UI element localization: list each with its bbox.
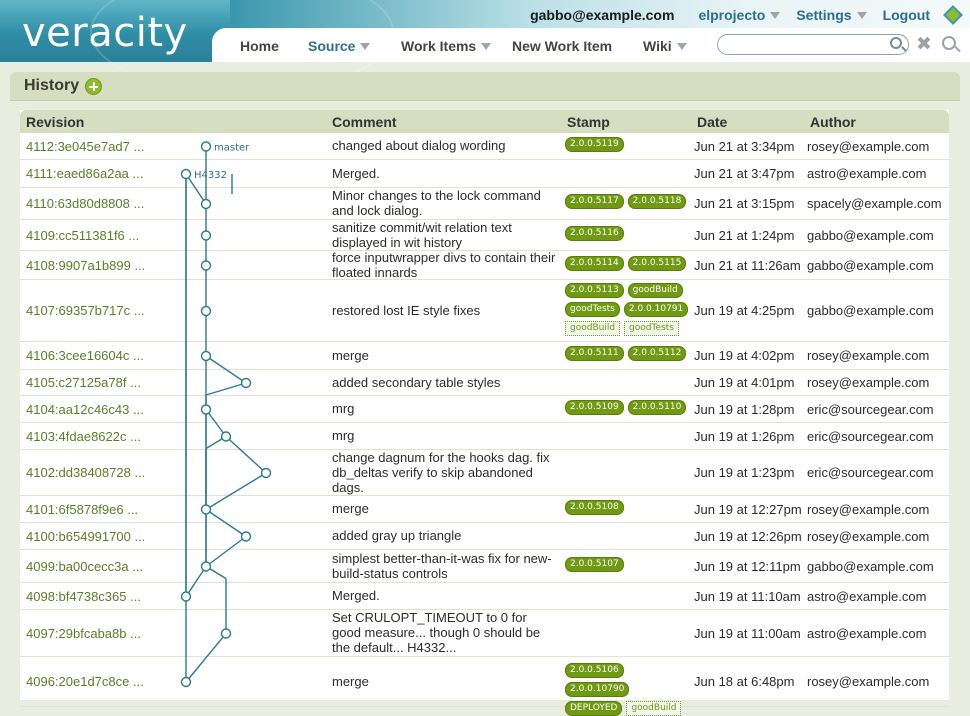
revision-link[interactable]: 4101:6f5878f9e6 ... bbox=[26, 501, 139, 517]
commit-author: eric@sourcegear.com bbox=[807, 401, 934, 417]
dag-node[interactable] bbox=[182, 170, 191, 179]
commit-date: Jun 21 at 1:24pm bbox=[694, 227, 795, 243]
nav-source[interactable] bbox=[308, 38, 370, 54]
stamp-badge[interactable]: 2.0.0.5108 bbox=[565, 500, 624, 515]
commit-author: eric@sourcegear.com bbox=[807, 465, 934, 480]
add-icon[interactable] bbox=[85, 78, 102, 95]
chevron-down-icon bbox=[857, 12, 867, 19]
branch-label: H4332 bbox=[194, 170, 227, 181]
stamp-badge[interactable]: 2.0.0.5110 bbox=[628, 400, 687, 415]
stamp-badge[interactable]: 2.0.0.10790 bbox=[565, 682, 629, 697]
commit-author: rosey@example.com bbox=[807, 138, 930, 154]
dag-node[interactable] bbox=[202, 142, 211, 151]
revision-link[interactable]: 4106:3cee16604c ... bbox=[26, 348, 144, 363]
revision-link[interactable]: 4100:b654991700 ... bbox=[26, 528, 146, 544]
advanced-search-icon[interactable] bbox=[942, 36, 956, 50]
commit-date: Jun 19 at 12:11pm bbox=[694, 558, 801, 574]
revision-link[interactable]: 4096:20e1d7c8ce ... bbox=[26, 674, 144, 689]
dag-edge bbox=[226, 437, 266, 474]
veracity-diamond-icon[interactable] bbox=[943, 5, 963, 25]
dag-node[interactable] bbox=[222, 432, 231, 441]
revision-link[interactable]: 4109:cc511381f6 ... bbox=[26, 227, 140, 243]
commit-date: Jun 19 at 1:23pm bbox=[694, 465, 795, 480]
stamp-badge[interactable]: goodBuild bbox=[628, 283, 683, 298]
nav-work-items-label: Work Items bbox=[401, 38, 477, 54]
stamp-badge[interactable]: 2.0.0.5116 bbox=[565, 226, 624, 241]
dag-edge bbox=[206, 473, 266, 510]
commit-comment: force inputwrapper divs to contain their floated innards bbox=[332, 249, 556, 280]
commit-date: Jun 19 at 4:01pm bbox=[694, 375, 795, 390]
history-dag-graph bbox=[20, 110, 320, 700]
commit-date: Jun 19 at 4:02pm bbox=[694, 348, 795, 363]
settings-menu[interactable] bbox=[796, 7, 866, 23]
commit-comment: Set CRULOPT_TIMEOUT to 0 for good measure... though 0 should be the default... H4332... bbox=[332, 610, 541, 655]
dag-node[interactable] bbox=[202, 200, 211, 209]
dag-node[interactable] bbox=[202, 352, 211, 361]
revision-link[interactable]: 4111:eaed86a2aa ... bbox=[26, 166, 144, 181]
commit-date: Jun 19 at 1:28pm bbox=[694, 401, 795, 417]
col-stamp[interactable]: Stamp bbox=[567, 114, 610, 130]
close-icon[interactable]: ✖ bbox=[916, 34, 932, 55]
commit-comment: added gray up triangle bbox=[332, 528, 462, 543]
revision-link[interactable]: 4098:bf4738c365 ... bbox=[26, 588, 141, 604]
dag-node[interactable] bbox=[182, 678, 191, 687]
stamp-list bbox=[565, 256, 690, 271]
commit-author: rosey@example.com bbox=[807, 348, 930, 363]
stamp-list bbox=[565, 346, 690, 361]
top-bar bbox=[530, 5, 970, 25]
commit-author: gabbo@example.com bbox=[807, 558, 934, 574]
stamp-list bbox=[565, 557, 690, 572]
col-date[interactable]: Date bbox=[697, 114, 728, 130]
dag-node[interactable] bbox=[242, 532, 251, 541]
commit-date: Jun 21 at 3:47pm bbox=[694, 166, 795, 181]
commit-date: Jun 19 at 11:00am bbox=[694, 625, 801, 641]
col-comment[interactable]: Comment bbox=[332, 114, 397, 130]
revision-link[interactable]: 4103:4fdae8622c ... bbox=[26, 428, 141, 444]
commit-comment: restored lost IE style fixes bbox=[332, 302, 481, 318]
dag-node[interactable] bbox=[242, 379, 251, 388]
commit-author: eric@sourcegear.com bbox=[807, 428, 934, 444]
commit-author: astro@example.com bbox=[807, 166, 927, 181]
dag-node[interactable] bbox=[182, 592, 191, 601]
dag-node[interactable] bbox=[202, 261, 211, 270]
logout-link[interactable]: Logout bbox=[882, 7, 930, 23]
logo-band bbox=[0, 0, 230, 62]
commit-comment: Minor changes to the lock command and lock dialog. bbox=[332, 188, 541, 218]
commit-date: Jun 18 at 6:48pm bbox=[694, 674, 795, 689]
dag-node[interactable] bbox=[222, 629, 231, 638]
commit-author: rosey@example.com bbox=[807, 674, 930, 689]
nav-home[interactable]: Home bbox=[240, 38, 279, 54]
commit-comment: mrg bbox=[332, 401, 355, 416]
stamp-list bbox=[565, 137, 690, 152]
dag-edge bbox=[206, 356, 246, 383]
search-field[interactable] bbox=[717, 34, 909, 55]
revision-link[interactable]: 4105:c27125a78f ... bbox=[26, 375, 141, 390]
commit-date: Jun 19 at 11:10am bbox=[694, 588, 801, 604]
stamp-badge[interactable]: 2.0.0.5114 bbox=[565, 256, 624, 271]
main-nav bbox=[212, 28, 970, 62]
dag-node[interactable] bbox=[202, 505, 211, 514]
revision-link[interactable]: 4108:9907a1b899 ... bbox=[26, 257, 146, 273]
commit-date: Jun 19 at 12:27pm bbox=[694, 501, 802, 517]
chevron-down-icon bbox=[481, 43, 491, 50]
commit-comment: merge bbox=[332, 673, 369, 689]
history-header bbox=[10, 72, 960, 101]
commit-date: Jun 19 at 4:25pm bbox=[694, 303, 795, 318]
stamp-badge[interactable]: 2.0.0.5119 bbox=[565, 137, 624, 152]
col-author[interactable]: Author bbox=[810, 114, 856, 130]
commit-author: rosey@example.com bbox=[807, 528, 930, 544]
commit-author: spacely@example.com bbox=[807, 196, 942, 211]
revision-link[interactable]: 4112:3e045e7ad7 ... bbox=[26, 138, 145, 154]
nav-new-work-item[interactable]: New Work Item bbox=[512, 38, 613, 54]
stamp-list bbox=[565, 663, 690, 716]
stamp-list bbox=[565, 400, 690, 415]
stamp-list bbox=[565, 226, 690, 241]
commit-date: Jun 21 at 3:15pm bbox=[694, 196, 795, 211]
stamp-badge[interactable]: 2.0.0.10791 bbox=[624, 302, 688, 317]
dag-node[interactable] bbox=[202, 405, 211, 414]
branch-label: master bbox=[214, 142, 250, 154]
commit-comment: mrg bbox=[332, 428, 355, 443]
stamp-badge[interactable]: goodTests bbox=[565, 302, 620, 317]
col-revision[interactable]: Revision bbox=[26, 114, 85, 130]
revision-link[interactable]: 4099:ba00cecc3a ... bbox=[26, 558, 144, 574]
dag-edge bbox=[206, 510, 246, 537]
dag-node[interactable] bbox=[262, 469, 271, 478]
dag-edge bbox=[206, 383, 246, 395]
commit-comment: added secondary table styles bbox=[332, 374, 501, 390]
revision-link[interactable]: 4107:69357b717c ... bbox=[26, 303, 145, 318]
commit-author: astro@example.com bbox=[807, 588, 927, 604]
stamp-badge[interactable]: goodBuild bbox=[626, 701, 681, 716]
revision-link[interactable]: 4110:63d80d8808 ... bbox=[26, 196, 145, 211]
stamp-badge[interactable]: 2.0.0.5115 bbox=[628, 256, 687, 271]
commit-author: astro@example.com bbox=[807, 625, 927, 641]
chevron-down-icon bbox=[770, 12, 780, 19]
commit-date: Jun 19 at 1:26pm bbox=[694, 428, 795, 444]
stamp-list bbox=[565, 283, 690, 336]
commit-author: gabbo@example.com bbox=[807, 303, 934, 318]
dag-edge bbox=[186, 567, 206, 597]
stamp-badge[interactable]: 2.0.0.5118 bbox=[628, 194, 687, 209]
page-title: History bbox=[24, 77, 80, 94]
dag-edge bbox=[186, 634, 226, 683]
commit-comment: changed about dialog wording bbox=[332, 138, 506, 153]
dag-node[interactable] bbox=[202, 307, 211, 316]
stamp-list bbox=[565, 194, 690, 209]
stamp-badge[interactable]: 2.0.0.5111 bbox=[565, 346, 624, 361]
stamp-badge[interactable]: 2.0.0.5113 bbox=[565, 283, 624, 298]
commit-comment: merge bbox=[332, 501, 369, 516]
stamp-badge[interactable]: 2.0.0.5106 bbox=[565, 663, 624, 678]
nav-work-items[interactable] bbox=[401, 38, 491, 54]
stamp-badge[interactable]: 2.0.0.5107 bbox=[565, 557, 624, 572]
dag-edge bbox=[206, 537, 246, 567]
nav-source-label: Source bbox=[308, 38, 356, 54]
chevron-down-icon bbox=[677, 43, 687, 50]
commit-date: Jun 21 at 3:34pm bbox=[694, 138, 795, 154]
commit-author: rosey@example.com bbox=[807, 501, 930, 517]
nav-wiki[interactable] bbox=[643, 38, 687, 54]
stamp-list bbox=[565, 500, 690, 515]
revision-link[interactable]: 4104:aa12c46c43 ... bbox=[26, 401, 144, 417]
commit-comment: merge bbox=[332, 347, 369, 363]
search-icon[interactable] bbox=[890, 37, 902, 49]
dag-node[interactable] bbox=[202, 231, 211, 240]
nav-wiki-label: Wiki bbox=[643, 38, 672, 54]
revision-link[interactable]: 4102:dd38408728 ... bbox=[26, 465, 146, 480]
commit-comment: Merged. bbox=[332, 588, 380, 603]
stamp-badge[interactable]: 2.0.0.5109 bbox=[565, 400, 624, 415]
revision-link[interactable]: 4097:29bfcaba8b ... bbox=[26, 625, 141, 641]
commit-comment: change dagnum for the hooks dag. fix db_deltas verify to skip abandoned dags. bbox=[332, 449, 550, 495]
commit-comment: sanitize commit/wit relation text displayed in wit history bbox=[332, 219, 512, 250]
commit-date: Jun 21 at 11:26am bbox=[694, 257, 801, 273]
stamp-badge[interactable]: 2.0.0.5112 bbox=[628, 346, 687, 361]
user-email: gabbo@example.com bbox=[530, 7, 675, 23]
stamp-badge[interactable]: 2.0.0.5117 bbox=[565, 194, 624, 209]
commit-author: gabbo@example.com bbox=[807, 227, 934, 243]
commit-comment: simplest better-than-it-was fix for new-build-status controls bbox=[332, 550, 552, 581]
project-label: elprojecto bbox=[698, 7, 766, 23]
commit-date: Jun 19 at 12:26pm bbox=[694, 528, 802, 544]
settings-label: Settings bbox=[796, 7, 852, 23]
stamp-badge[interactable]: DEPLOYED bbox=[565, 701, 622, 716]
commit-comment: Merged. bbox=[332, 165, 380, 181]
project-menu[interactable] bbox=[698, 7, 780, 23]
commit-author: gabbo@example.com bbox=[807, 257, 934, 273]
chevron-down-icon bbox=[360, 43, 370, 50]
dag-node[interactable] bbox=[202, 562, 211, 571]
history-table bbox=[20, 110, 949, 713]
stamp-badge[interactable]: goodTests bbox=[624, 321, 679, 336]
stamp-badge[interactable]: goodBuild bbox=[565, 321, 620, 336]
app-header bbox=[0, 0, 970, 62]
commit-author: rosey@example.com bbox=[807, 375, 930, 390]
app-logo[interactable]: veracity bbox=[22, 10, 188, 56]
